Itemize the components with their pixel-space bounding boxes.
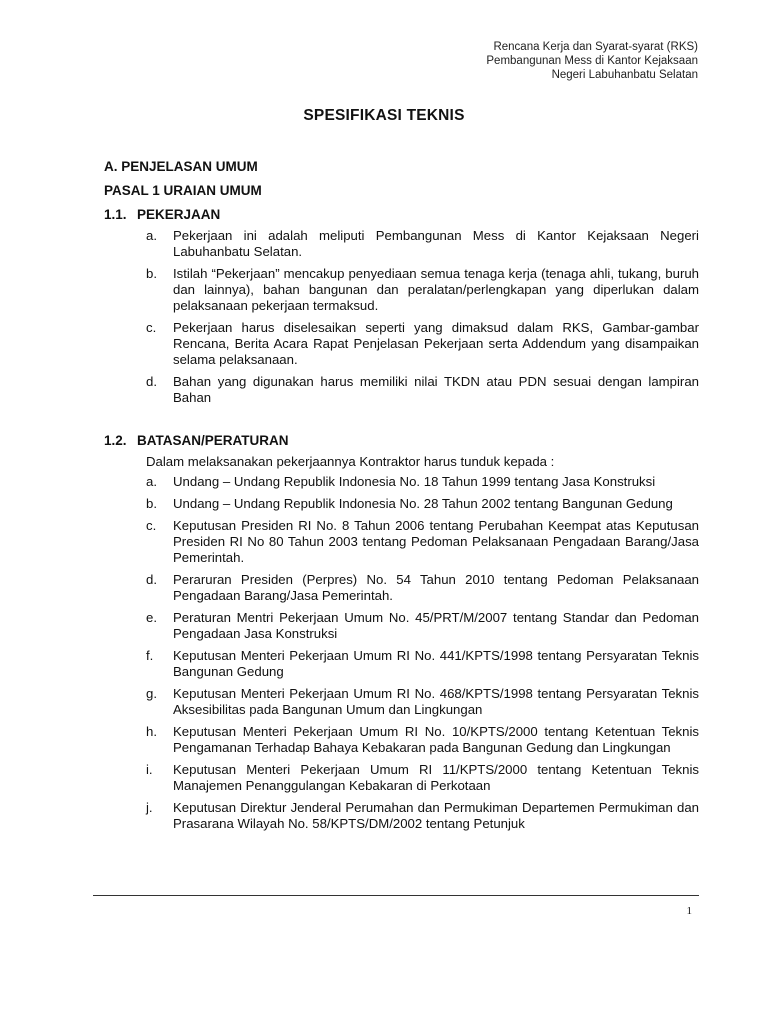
list-item — [104, 572, 699, 604]
item-letter: c. — [146, 518, 157, 533]
subsection-number: 1.1. — [104, 207, 127, 222]
list-item — [104, 228, 699, 260]
item-letter: d. — [146, 374, 157, 389]
item-text: Peraruran Presiden (Perpres) No. 54 Tahun 2010 tentang Pedoman Pelaksanaan Pengadaan Barang/Jasa Pemerintah. — [173, 572, 699, 603]
document-body — [104, 158, 699, 838]
item-text: Keputusan Menteri Pekerjaan Umum RI No. 10/KPTS/2000 tentang Ketentuan Teknis Pengamanan Terhadap Bahaya Kebakaran pada Bangunan Gedung dan Lingkungan — [173, 724, 699, 755]
item-letter: i. — [146, 762, 153, 777]
item-text: Undang – Undang Republik Indonesia No. 18 Tahun 1999 tentang Jasa Konstruksi — [173, 474, 656, 489]
list-item — [104, 474, 699, 490]
list-item — [104, 518, 699, 566]
item-letter: a. — [146, 228, 157, 243]
item-letter: b. — [146, 266, 157, 281]
footer-divider — [93, 895, 699, 896]
header-line-3: Negeri Labuhanbatu Selatan — [551, 69, 698, 81]
list-item — [104, 800, 699, 832]
subsection-title: BATASAN/PERATURAN — [137, 433, 289, 448]
list-item — [104, 610, 699, 642]
item-letter: g. — [146, 686, 157, 701]
list-item — [104, 374, 699, 406]
item-text: Istilah “Pekerjaan” mencakup penyediaan semua tenaga kerja (tenaga ahli, tukang, buruh dan lainnya), bahan bangunan dan peralatan/perlengkapan yang diperlukan dalam pelaksanaan pekerjaan termaksud. — [173, 266, 699, 313]
subsection-intro: Dalam melaksanakan pekerjaannya Kontraktor harus tunduk kepada : — [146, 454, 555, 469]
article-heading: PASAL 1 URAIAN UMUM — [104, 183, 262, 198]
list-item — [104, 762, 699, 794]
item-letter: h. — [146, 724, 157, 739]
item-letter: d. — [146, 572, 157, 587]
list-item — [104, 496, 699, 512]
item-text: Keputusan Menteri Pekerjaan Umum RI No. 441/KPTS/1998 tentang Persyaratan Teknis Bangunan Gedung — [173, 648, 699, 679]
item-text: Peraturan Mentri Pekerjaan Umum No. 45/PRT/M/2007 tentang Standar dan Pedoman Pengadaan Jasa Konstruksi — [173, 610, 699, 641]
list-item — [104, 320, 699, 368]
item-text: Pekerjaan ini adalah meliputi Pembangunan Mess di Kantor Kejaksaan Negeri Labuhanbatu Selatan. — [173, 228, 699, 259]
item-letter: f. — [146, 648, 154, 663]
section-heading: A. PENJELASAN UMUM — [104, 159, 258, 174]
document-title: SPESIFIKASI TEKNIS — [303, 107, 465, 124]
item-text: Keputusan Presiden RI No. 8 Tahun 2006 tentang Perubahan Keempat atas Keputusan Presiden RI No 80 Tahun 2003 tentang Pedoman Pelaksanaan Pengadaan Barang/Jasa Pemerintah. — [173, 518, 699, 565]
item-text: Pekerjaan harus diselesaikan seperti yang dimaksud dalam RKS, Gambar-gambar Rencana, Berita Acara Rapat Penjelasan Pekerjaan serta Addendum yang disampaikan selama pelaksanaan. — [173, 320, 699, 367]
item-letter: c. — [146, 320, 157, 335]
item-letter: a. — [146, 474, 157, 489]
subsection-title: PEKERJAAN — [137, 207, 221, 222]
item-text: Keputusan Direktur Jenderal Perumahan dan Permukiman Departemen Permukiman dan Prasarana Wilayah No. 58/KPTS/DM/2002 tentang Petunjuk — [173, 800, 699, 831]
item-text: Undang – Undang Republik Indonesia No. 28 Tahun 2002 tentang Bangunan Gedung — [173, 496, 673, 511]
item-letter: j. — [146, 800, 153, 815]
page-number: 1 — [686, 905, 692, 917]
item-letter: e. — [146, 610, 157, 625]
item-text: Keputusan Menteri Pekerjaan Umum RI No. 468/KPTS/1998 tentang Persyaratan Teknis Aksesibilitas pada Bangunan Umum dan Lingkungan — [173, 686, 699, 717]
header-line-2: Pembangunan Mess di Kantor Kejaksaan — [486, 55, 698, 67]
pekerjaan-list — [104, 228, 699, 406]
subsection-heading-1-2 — [104, 432, 699, 450]
item-letter: b. — [146, 496, 157, 511]
item-text: Keputusan Menteri Pekerjaan Umum RI 11/KPTS/2000 tentang Ketentuan Teknis Manajemen Penanggulangan Kebakaran di Perkotaan — [173, 762, 699, 793]
running-header — [486, 40, 698, 82]
item-text: Bahan yang digunakan harus memiliki nilai TKDN atau PDN sesuai dengan lampiran Bahan — [173, 374, 699, 405]
list-item — [104, 266, 699, 314]
regulation-list — [104, 474, 699, 832]
subsection-number: 1.2. — [104, 433, 127, 448]
list-item — [104, 686, 699, 718]
header-line-1: Rencana Kerja dan Syarat-syarat (RKS) — [493, 41, 698, 53]
subsection-heading-1-1 — [104, 206, 699, 224]
list-item — [104, 648, 699, 680]
list-item — [104, 724, 699, 756]
